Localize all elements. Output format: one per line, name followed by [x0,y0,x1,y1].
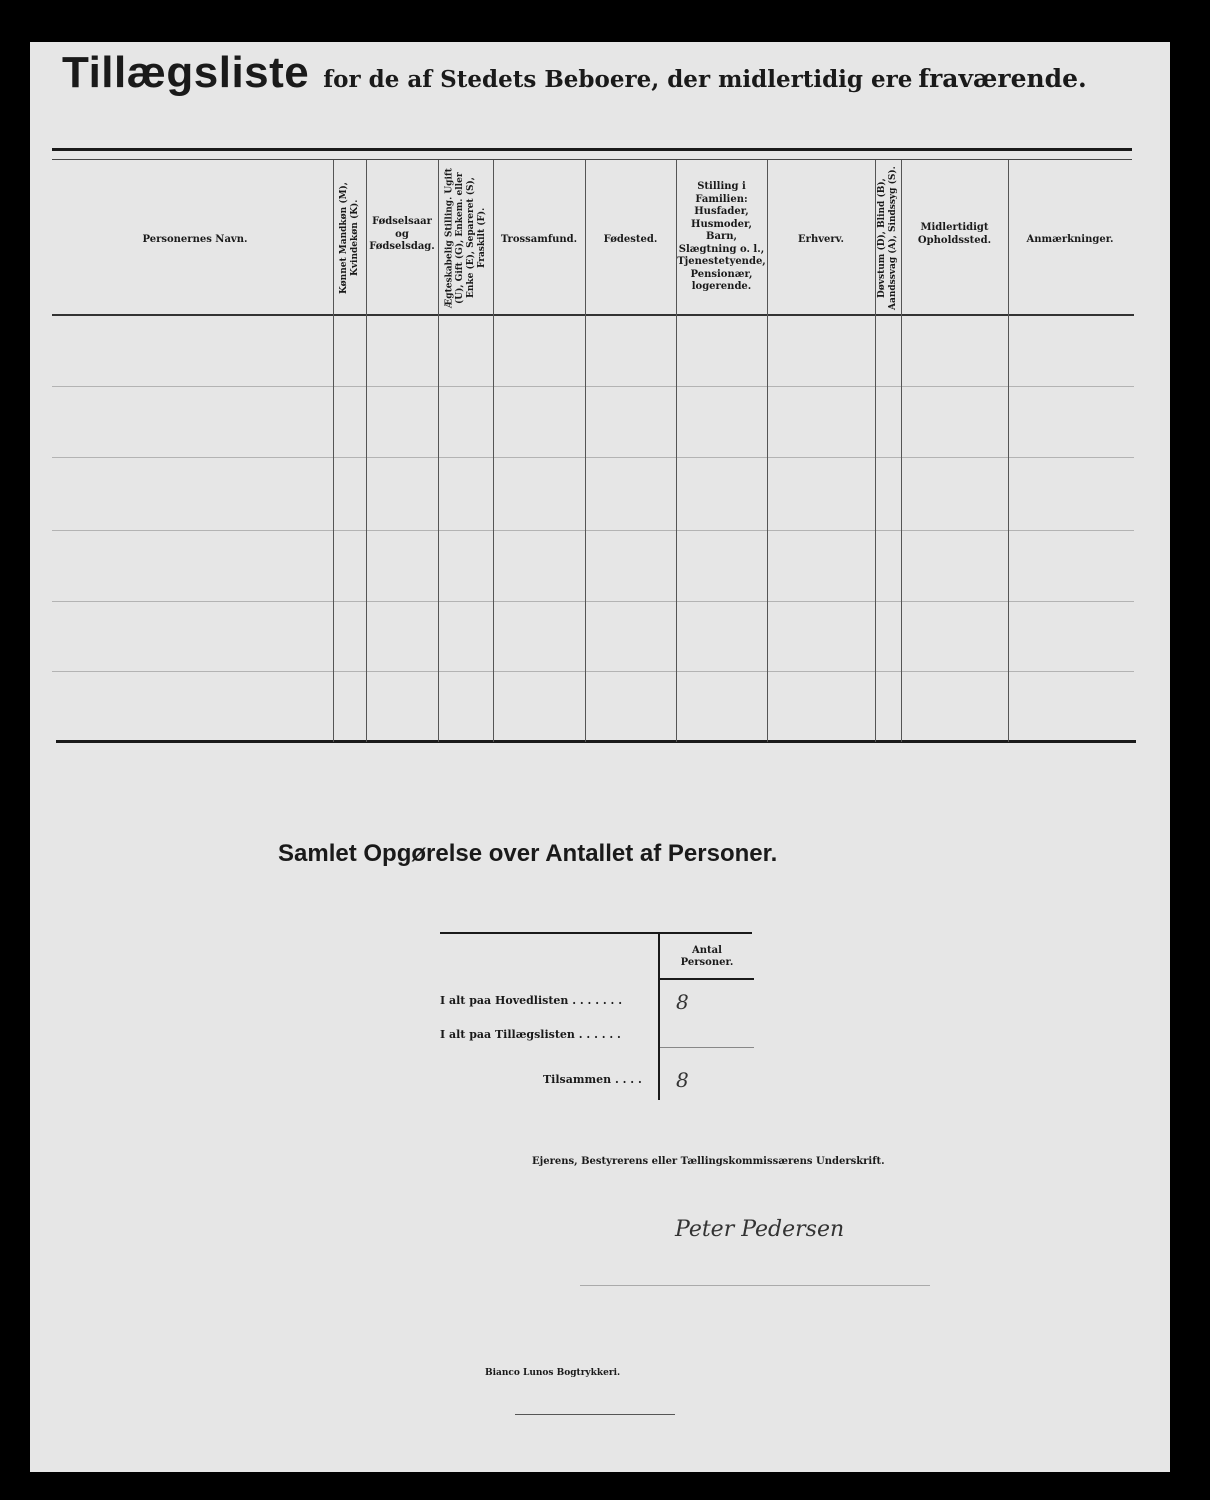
title-emphasis: fraværende. [918,64,1087,93]
summary-row-label-tilsammen: Tilsammen . . . . [543,1073,642,1086]
header-personernes-navn: Personernes Navn. [142,233,248,245]
table-bottom-rule [56,740,1136,743]
title-rest: for de af Stedets Beboere, der midlertidig ere [323,66,913,93]
handwritten-signature: Peter Pedersen [675,1217,845,1242]
summary-row-value-hovedlisten: 8 [676,990,689,1014]
header-bottom-rule [52,314,1134,316]
printer-imprint: Bianco Lunos Bogtrykkeri. [485,1368,621,1378]
header-aegteskabelig-stilling: Ægteskabelig Stilling. Ugift (U), Gift (G), Enkem. eller Enke (E), Separeret (S), Fraskilt (F). [444,168,487,308]
row-line [52,671,1134,672]
row-line [52,530,1134,531]
title-main: Tillægsliste [62,48,310,97]
column-divider [767,160,768,742]
form-title [62,48,1087,98]
summary-vertical-rule [658,934,660,1100]
header-erhverv: Erhverv. [798,233,844,245]
summary-row-value-tilsammen: 8 [676,1068,689,1092]
row-line [52,457,1134,458]
column-divider [493,160,494,742]
column-divider [1008,160,1009,742]
row-line [52,601,1134,602]
signature-label: Ejerens, Bestyrerens eller Tællingskommissærens Underskrift. [532,1156,885,1167]
signature-line [580,1285,930,1286]
summary-title: Samlet Opgørelse over Antallet af Personer. [278,840,778,867]
header-midlertidigt-opholdssted: Midlertidigt Opholdssted. [917,222,992,246]
summary-header-rule [658,978,754,980]
summary-subtotal-rule [660,1047,754,1048]
header-dovstum-blind: Døvstum (D), Blind (B), Aandssvag (A), Sindssyg (S). [877,166,898,310]
header-fodselsaar: Fødselsaar og Fødselsdag. [369,216,435,253]
summary-row-label-tillaegslisten: I alt paa Tillægslisten . . . . . . [440,1028,621,1041]
column-divider [901,160,902,742]
printer-rule [515,1414,675,1415]
summary-top-rule [440,932,752,934]
column-divider [366,160,367,742]
summary-col-header: Antal Personer. [680,944,734,968]
row-line [52,386,1134,387]
header-konnet: Kønnet Mandkøn (M), Kvindekøn (K). [339,182,360,294]
table-top-rule [52,148,1132,151]
column-divider [585,160,586,742]
table-top-rule-thin [52,159,1132,160]
header-fodested: Fødested. [603,233,658,245]
column-divider [438,160,439,742]
header-anmaerkninger: Anmærkninger. [1026,233,1114,245]
summary-row-label-hovedlisten: I alt paa Hovedlisten . . . . . . . [440,994,623,1007]
header-trossamfund: Trossamfund. [500,233,578,245]
column-divider [333,160,334,742]
header-stilling-i-familien: Stilling i Familien: Husfader, Husmoder, Barn, Slægtning o. l., Tjenestetyende, Pensionær, logerende. [677,181,766,293]
